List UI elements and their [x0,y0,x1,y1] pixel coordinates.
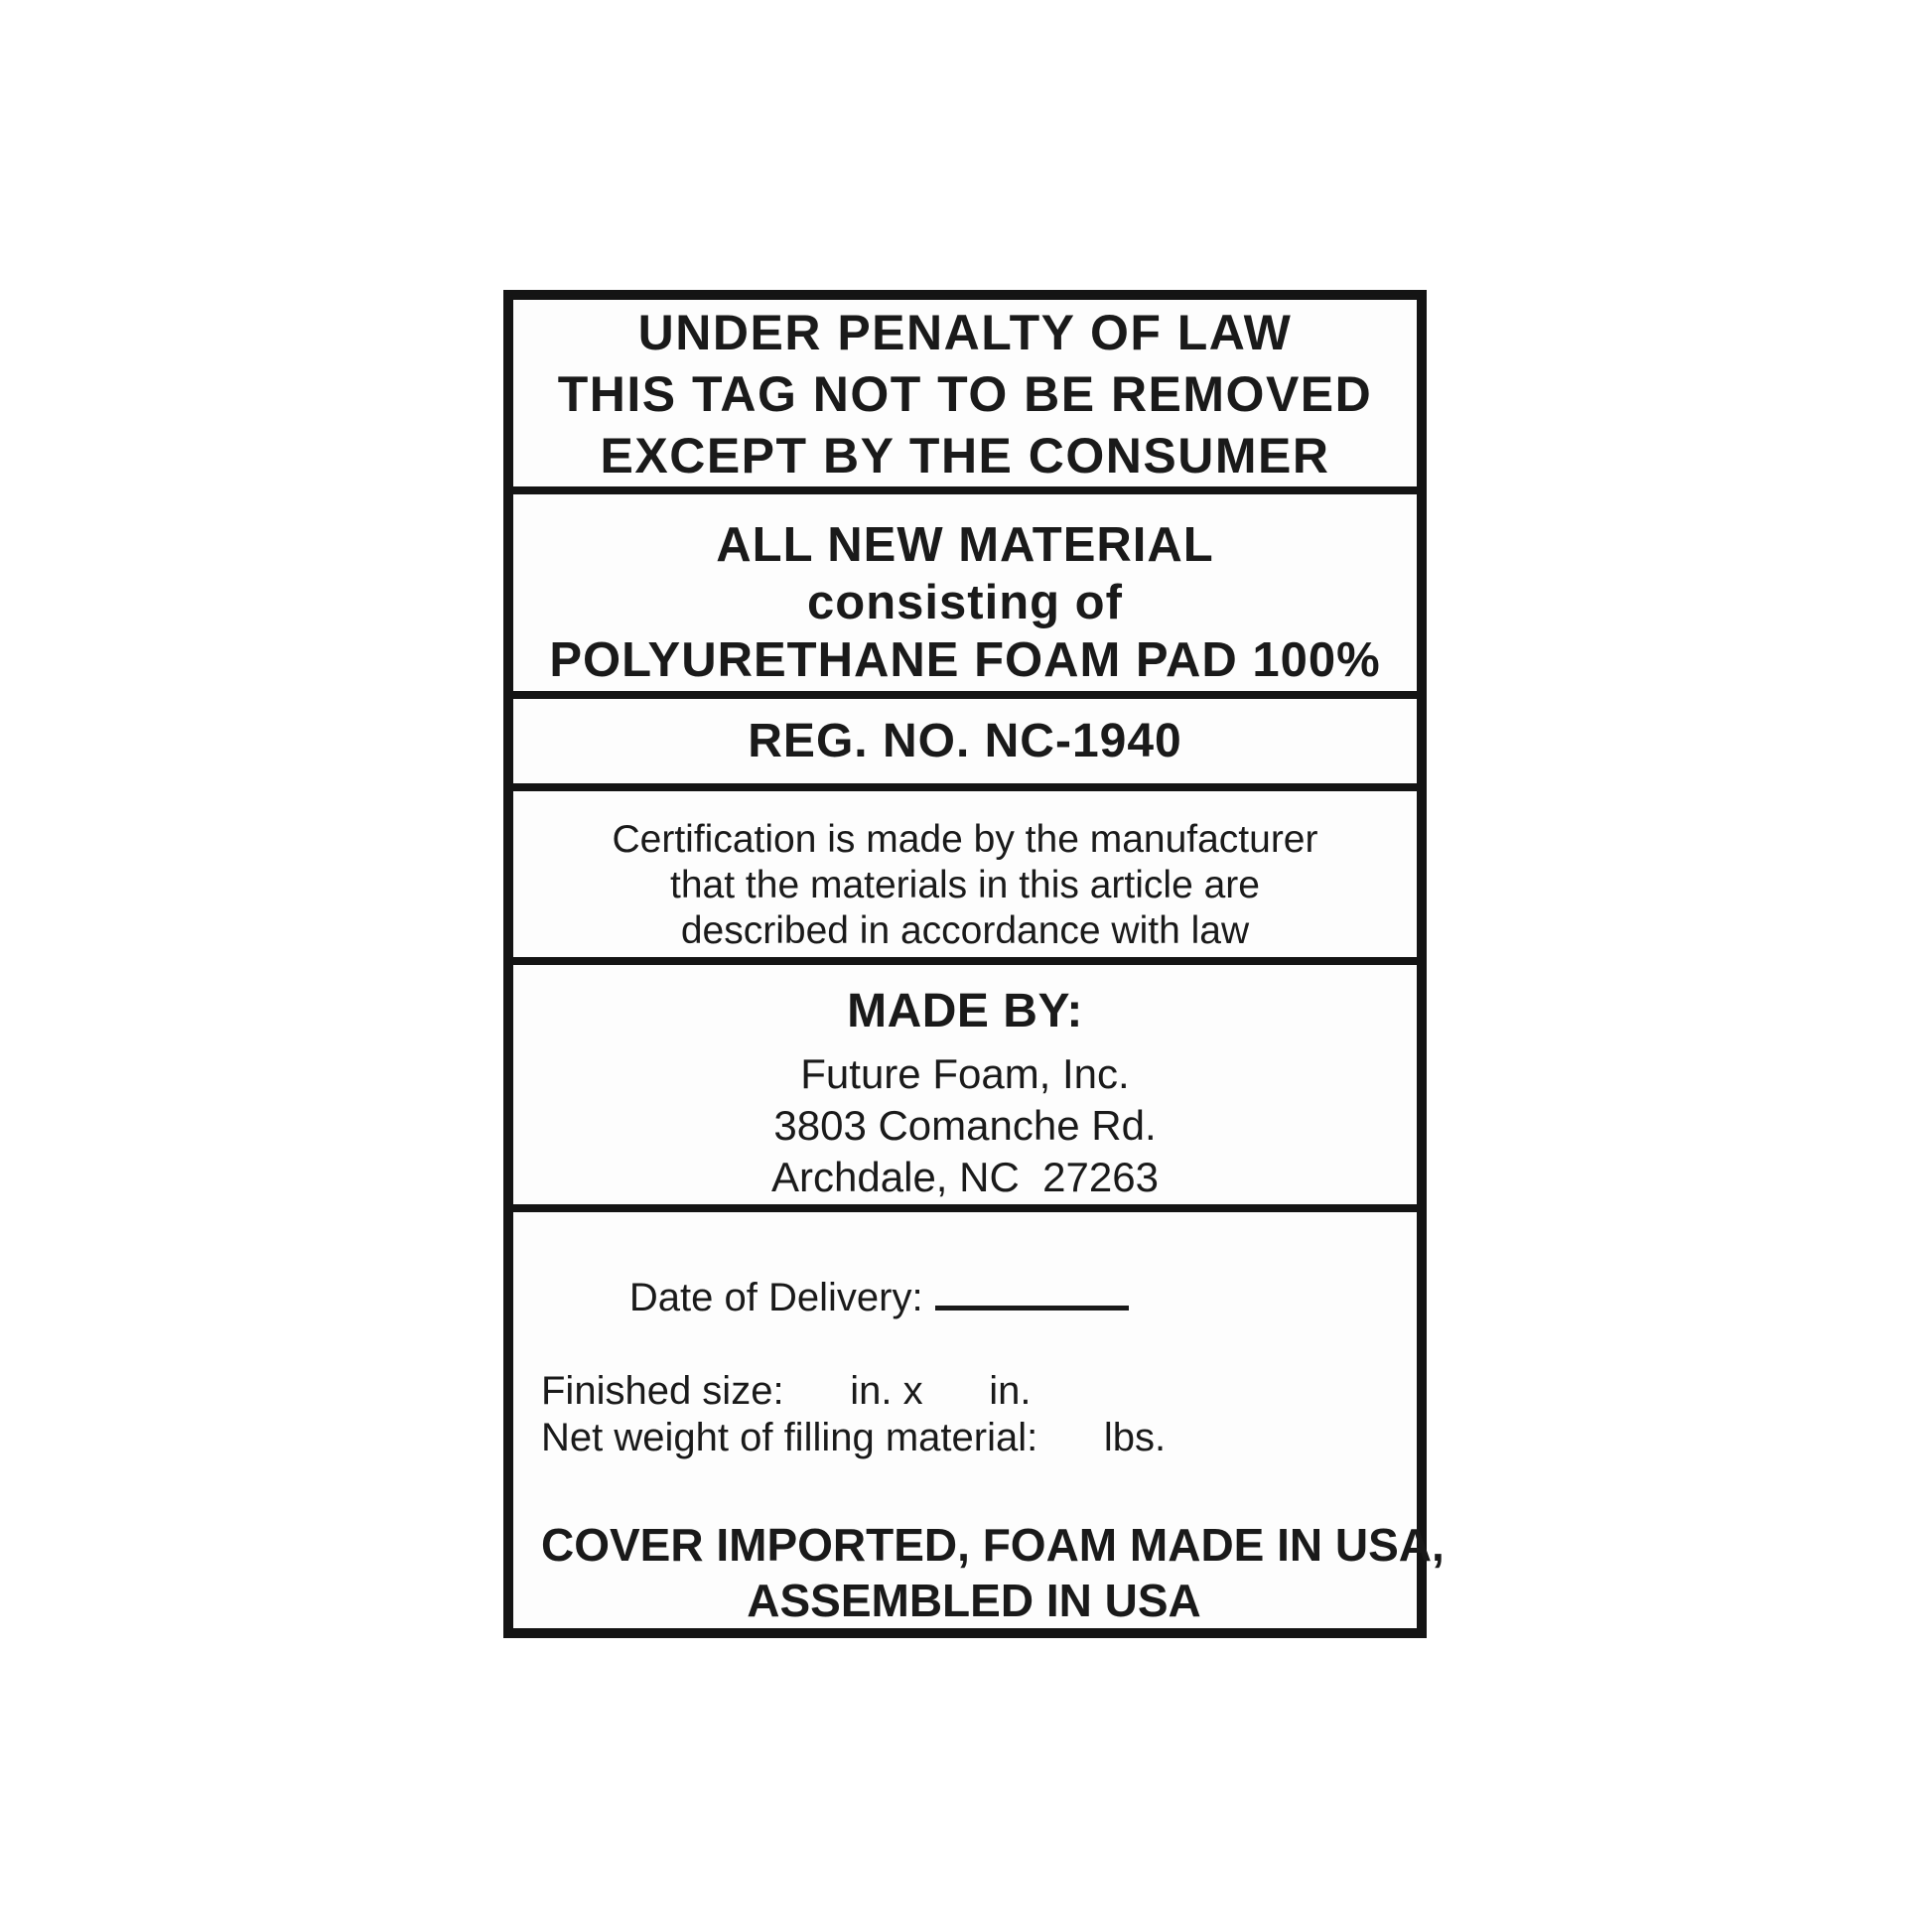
material-line-1: ALL NEW MATERIAL [716,518,1214,572]
certification-line-2: that the materials in this article are [670,863,1260,906]
certification-section [513,791,1417,965]
certification-line-3: described in accordance with law [680,908,1250,952]
manufacturer-street: 3803 Comanche Rd. [773,1102,1157,1150]
origin-line-2: ASSEMBLED IN USA [747,1575,1201,1626]
made-by-section [513,965,1417,1212]
penalty-line-1: UNDER PENALTY OF LAW [637,305,1293,360]
certification-line-1: Certification is made by the manufacturer [612,817,1318,861]
date-of-delivery-row [541,1228,1407,1368]
manufacturer-address-block [513,1048,1417,1203]
origin-line-1: COVER IMPORTED, FOAM MADE IN USA, [541,1519,1445,1571]
material-line-2: consisting of [807,576,1123,629]
penalty-line-3: EXCEPT BY THE CONSUMER [600,428,1330,483]
material-line-3: POLYURETHANE FOAM PAD 100% [549,633,1381,687]
delivery-details-section [513,1212,1445,1628]
finished-size-row: Finished size: in. x in. [541,1369,1032,1413]
registration-number-section [513,699,1417,791]
date-of-delivery-label: Date of Delivery: [628,1276,923,1319]
penalty-line-2: THIS TAG NOT TO BE REMOVED [557,366,1373,422]
penalty-warning-section [513,300,1417,494]
law-tag-label [503,290,1445,1638]
material-contents-section [513,494,1417,699]
net-weight-row: Net weight of filling material: lbs. [541,1416,1167,1459]
made-by-heading: MADE BY: [847,985,1083,1038]
registration-number: REG. NO. NC-1940 [748,715,1182,768]
date-of-delivery-blank [935,1276,1129,1311]
origin-statement-block [541,1517,1445,1628]
manufacturer-city-state-zip: Archdale, NC 27263 [771,1154,1159,1201]
manufacturer-name: Future Foam, Inc. [800,1050,1130,1098]
